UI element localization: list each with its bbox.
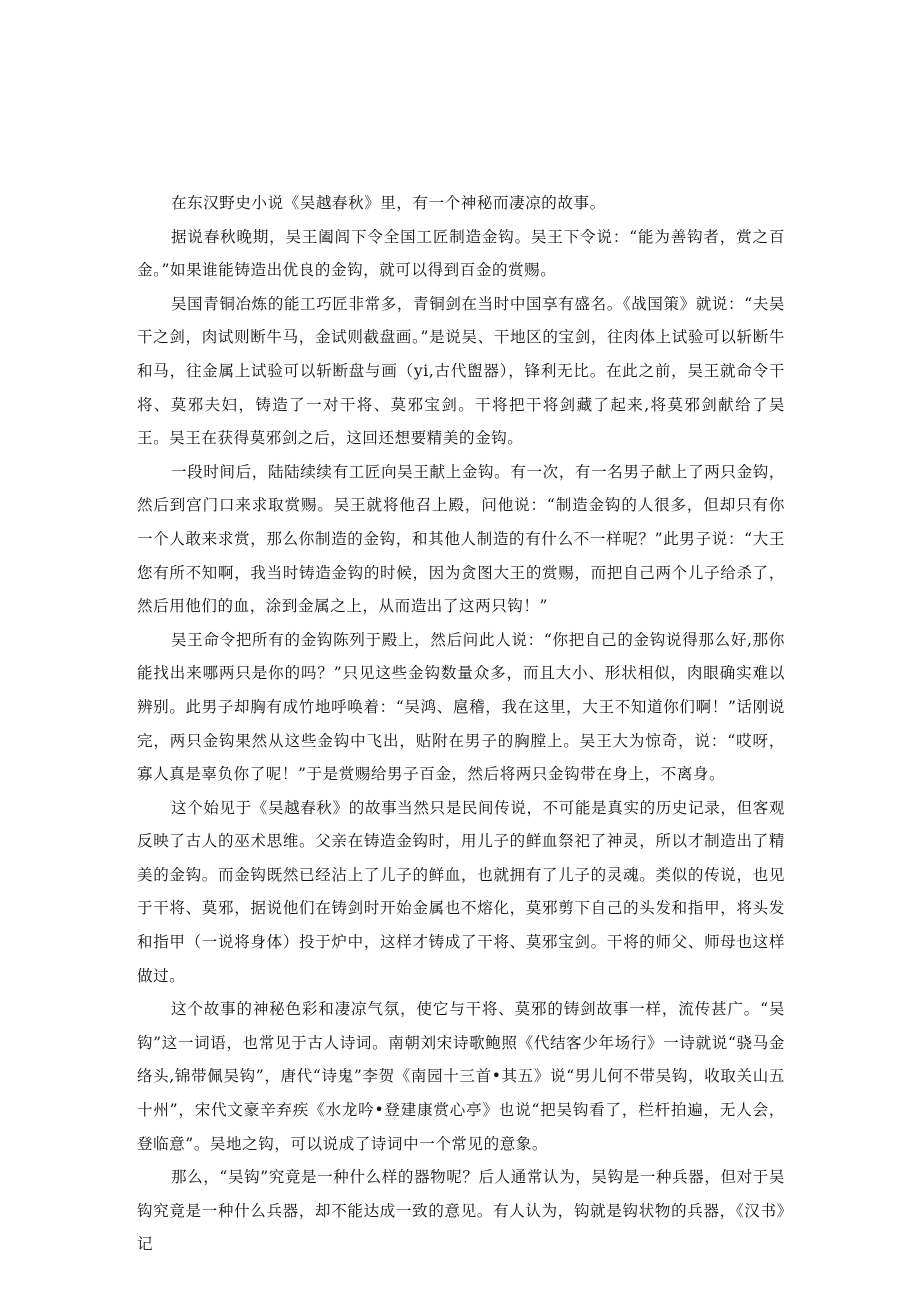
paragraph: 那么，“吴钩”究竟是一种什么样的器物呢？后人通常认为，吴钩是一种兵器，但对于吴钩究竟是一种什么兵器，却不能达成一致的意见。有人认为，钩就是钩状物的兵器，《汉书》记 (137, 1168, 785, 1254)
paragraph: 在东汉野史小说《吴越春秋》里，有一个神秘而凄凉的故事。 (171, 194, 606, 212)
paragraph: 这个故事的神秘色彩和凄凉气氛，使它与干将、莫邪的铸剑故事一样，流传甚广。“吴钩”这一词语，也常见于古人诗词。南朝刘宋诗歌鲍照《代结客少年场行》一诗就说“骁马金络头,锦带佩吴钩”，唐代“诗鬼”李贺《南园十三首•其五》说“男儿何不带吴钩，收取关山五十州”，宋代文豪辛弃疾《水龙吟•登建康赏心亭》也说“把吴钩看了，栏杆拍遍，无人会，登临意”。吴地之钩，可以说成了诗词中一个常见的意象。 (137, 1000, 785, 1153)
paragraph: 据说春秋晚期，吴王阖闾下令全国工匠制造金钩。吴王下令说：“能为善钩者，赏之百金。”如果谁能铸造出优良的金钩，就可以得到百金的赏赐。 (137, 227, 785, 280)
paragraph: 一段时间后，陆陆续续有工匠向吴王献上金钩。有一次，有一名男子献上了两只金钩，然后到宫门口来求取赏赐。吴王就将他召上殿，问他说：“制造金钩的人很多，但却只有你一个人敢来求赏，那么你制造的金钩，和其他人制造的有什么不一样呢？”此男子说：“大王您有所不知啊，我当时铸造金钩的时候，因为贪图大王的赏赐，而把自己两个儿子给杀了，然后用他们的血，涂到金属之上，从而造出了这两只钩！” (137, 462, 785, 616)
paragraph: 吴国青铜冶炼的能工巧匠非常多，青铜剑在当时中国享有盛名。《战国策》就说：“夫吴干之剑，肉试则断牛马，金试则截盘画。”是说吴、干地区的宝剑，往肉体上试验可以斩断牛和马，往金属上试验可以斩断盘与画（yi,古代盥器），锋利无比。在此之前，吴王就命令干将、莫邪夫妇，铸造了一对干将、莫邪宝剑。干将把干将剑藏了起来,将莫邪剑献给了吴王。吴王在获得莫邪剑之后，这回还想要精美的金钩。 (137, 294, 785, 448)
paragraph: 吴王命令把所有的金钩陈列于殿上，然后问此人说：“你把自己的金钩说得那么好,那你能找出来哪两只是你的吗？”只见这些金钩数量众多，而且大小、形状相似，肉眼确实难以辨别。此男子却胸有成竹地呼唤着：“吴鸿、扈稽，我在这里，大王不知道你们啊！”话刚说完，两只金钩果然从这些金钩中飞出，贴附在男子的胸膛上。吴王大为惊奇，说：“哎呀，寡人真是辜负你了呢！”于是赏赐给男子百金，然后将两只金钩带在身上，不离身。 (137, 630, 785, 784)
document-body (137, 187, 785, 1262)
paragraph: 这个始见于《吴越春秋》的故事当然只是民间传说，不可能是真实的历史记录，但客观反映了古人的巫术思维。父亲在铸造金钩时，用儿子的鲜血祭祀了神灵，所以才制造出了精美的金钩。而金钩既然已经沾上了儿子的鲜血，也就拥有了儿子的灵魂。类似的传说，也见于干将、莫邪，据说他们在铸剑时开始金属也不熔化，莫邪剪下自己的头发和指甲，将头发和指甲（一说将身体）投于炉中，这样才铸成了干将、莫邪宝剑。干将的师父、师母也这样做过。 (137, 798, 785, 985)
